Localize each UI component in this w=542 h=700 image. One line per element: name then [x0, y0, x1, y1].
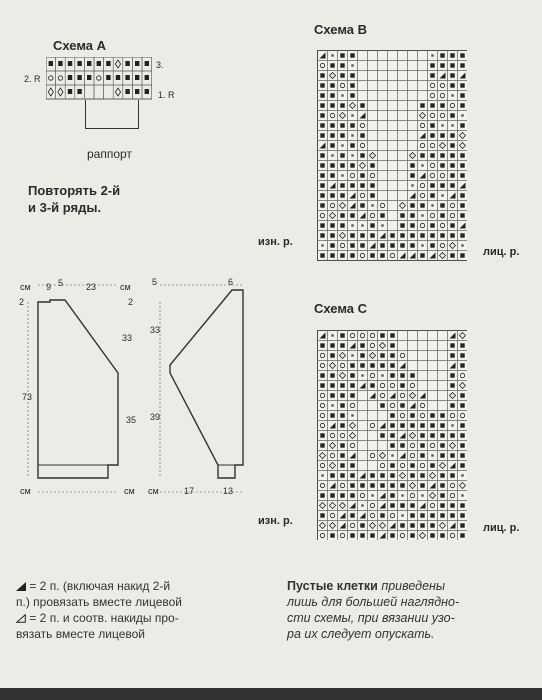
repeat-instruction-line1: Повторять 2-й [28, 183, 121, 198]
note-line2: лишь для большей нагляднo- [287, 595, 460, 609]
left-top-dim-1: 9 [46, 282, 52, 292]
right-dim-33-a: 33 [122, 333, 133, 343]
right-bottom-dim-17: 17 [184, 486, 195, 496]
legend-line1: = 2 п. (включая накид 2-й [29, 579, 171, 593]
note-line1: приведены [377, 579, 446, 593]
schema-a-rapport-label: раппорт [87, 147, 132, 161]
schema-a-row-label-2: 2. R [24, 74, 41, 84]
right-bottom-dim-13: 13 [223, 486, 234, 496]
right-bottom-cm-label-1: см [124, 486, 135, 496]
schema-a-row-label-1: 1. R [158, 90, 175, 100]
right-side-dim-2: 2 [128, 297, 134, 307]
left-top-dim-3: 23 [86, 282, 97, 292]
schema-c-grid [317, 330, 467, 540]
k2tog-outline-triangle-icon [16, 614, 26, 623]
schema-a-rapport-box [85, 100, 139, 129]
schema-b-grid [317, 50, 467, 262]
legend [16, 578, 271, 642]
schema-c-title: Схема С [314, 301, 368, 316]
right-dim-39: 39 [150, 412, 161, 422]
front-piece-outline [170, 290, 243, 478]
right-bottom-cm-label-2: см [148, 486, 159, 496]
note-line3: сти схемы, при вязании узо- [287, 611, 455, 625]
schema-a-grid [46, 57, 152, 101]
schema-c-wrong-side-label: изн. р. [258, 515, 293, 527]
empty-cells-note [287, 578, 532, 642]
note-line4: ра их следует опускать. [287, 627, 435, 641]
schema-c-right-side-label: лиц. р. [483, 522, 520, 534]
legend-line3-wrap [16, 610, 271, 626]
schema-b-wrong-side-label: изн. р. [258, 236, 293, 248]
left-top-cm-label: см [20, 282, 31, 292]
left-height-dim: 73 [22, 392, 33, 402]
schema-a-row-label-3: 3. [156, 60, 164, 70]
back-piece-outline [38, 300, 118, 478]
right-top-cm-label: см [120, 282, 131, 292]
right-top-dim-2: 6 [228, 277, 234, 287]
repeat-instruction-line2: и 3-й ряды. [28, 200, 102, 215]
legend-line4: вязать вместе лицевой [16, 627, 145, 641]
schema-a-title: Схема А [53, 38, 107, 53]
schema-b-right-side-label: лиц. р. [483, 246, 520, 258]
right-dim-35: 35 [126, 415, 137, 425]
right-top-dim-1: 5 [152, 277, 158, 287]
k2tog-filled-triangle-icon [16, 582, 26, 591]
left-side-dim-2: 2 [19, 297, 25, 307]
page-bottom-bar [0, 688, 542, 700]
legend-line2: п.) провязать вместе лицевой [16, 595, 183, 609]
left-top-dim-2: 5 [58, 278, 64, 288]
note-bold: Пустые клетки [287, 579, 378, 593]
legend-line3: = 2 п. и соотв. накиды про- [29, 611, 179, 625]
schema-b-title: Схема В [314, 22, 368, 37]
right-dim-33-b: 33 [150, 325, 161, 335]
left-bottom-cm-label: см [20, 486, 31, 496]
